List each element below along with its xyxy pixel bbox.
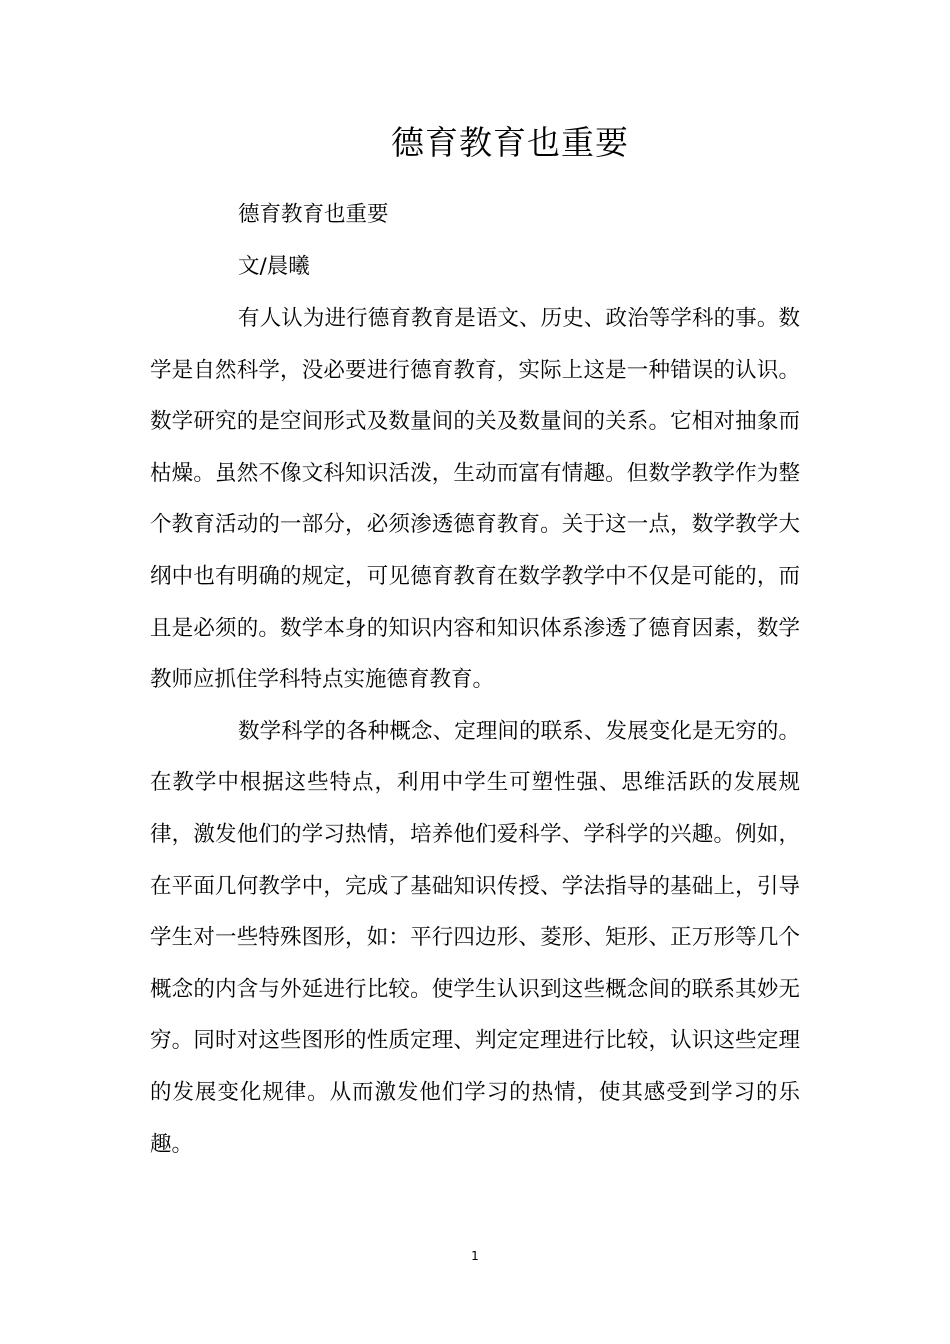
document-subtitle: 德育教育也重要 (238, 202, 389, 227)
paragraph-2: 数学科学的各种概念、定理间的联系、发展变化是无穷的。在教学中根据这些特点，利用中学生可塑性强、思维活跃的发展规律，激发他们的学习热情，培养他们爱科学、学科学的兴趣。例如，在平面几何教学中，完成了基础知识传授、学法指导的基础上，引导学生对一些特殊图形，如：平行四边形、菱形、矩形、正万形等几个概念的内含与外延进行比较。使学生认识到这些概念间的联系其妙无穷。同时对这些图形的性质定理、判定定理进行比较，认识这些定理的发展变化规律。从而激发他们学习的热情，使其感受到学习的乐趣。 (150, 718, 800, 1157)
document-body (150, 189, 800, 1170)
document-title: 德育教育也重要 (391, 123, 629, 162)
page-number: 1 (471, 1249, 479, 1263)
paragraph-1: 有人认为进行德育教育是语文、历史、政治等学科的事。数学是自然科学，没必要进行德育教育，实际上这是一种错误的认识。数学研究的是空间形式及数量间的关及数量间的关系。它相对抽象而枯燥。虽然不像文科知识活泼，生动而富有情趣。但数学教学作为整个教育活动的一部分，必须渗透德育教育。关于这一点，数学教学大纲中也有明确的规定，可见德育教育在数学教学中不仅是可能的，而且是必须的。数学本身的知识内容和知识体系渗透了德育因素，数学教师应抓住学科特点实施德育教育。 (150, 306, 800, 693)
document-byline: 文/晨曦 (238, 254, 310, 279)
